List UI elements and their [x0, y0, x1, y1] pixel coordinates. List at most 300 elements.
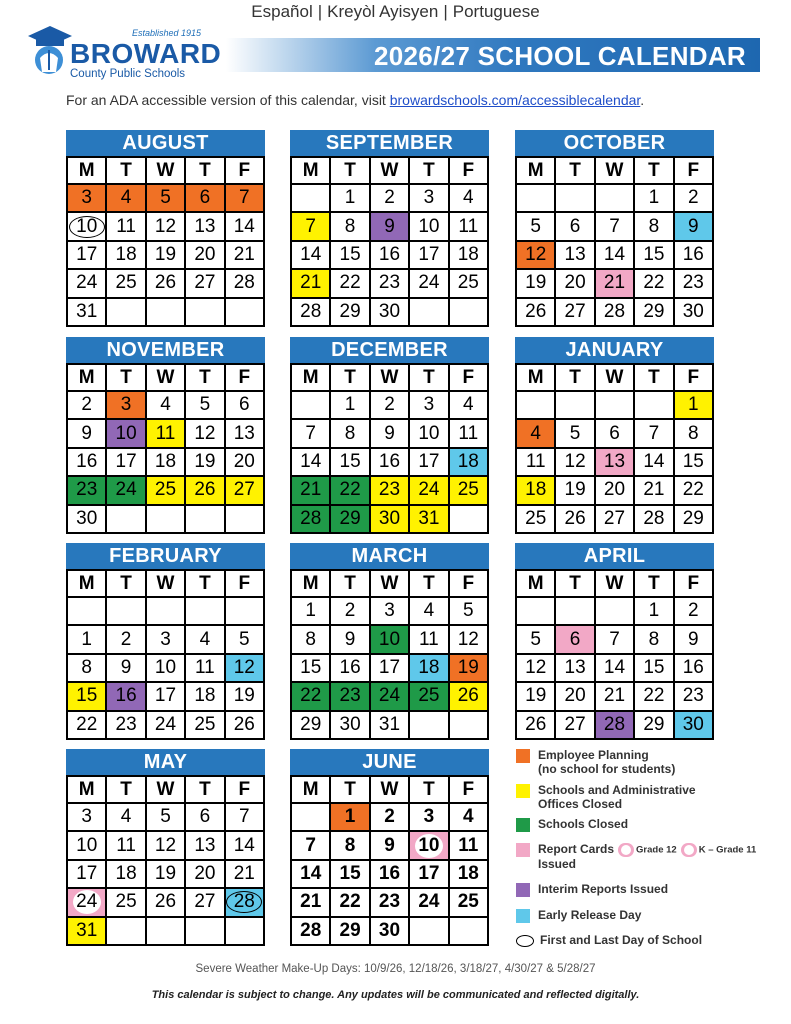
month-title: AUGUST	[66, 130, 265, 156]
day-cell	[292, 832, 331, 860]
day-cell	[371, 626, 410, 654]
day-number: 8	[344, 834, 356, 856]
day-cell	[147, 832, 186, 860]
day-number: 27	[233, 479, 255, 501]
day-number: 4	[463, 806, 474, 828]
weekday-header: T	[186, 571, 225, 598]
weekday-header: W	[596, 365, 635, 392]
day-cell	[147, 655, 186, 683]
day-number: 6	[569, 215, 581, 237]
weekday-header: F	[675, 571, 714, 598]
day-number: 4	[199, 628, 211, 650]
month-august	[66, 130, 265, 327]
weekday-header: T	[635, 571, 674, 598]
weekday-header: M	[292, 365, 331, 392]
empty-cell	[107, 506, 146, 534]
day-number: 30	[378, 300, 401, 322]
day-number: 24	[76, 891, 98, 913]
ada-notice	[66, 92, 644, 108]
day-number: 19	[154, 862, 177, 884]
legend-first-last-day	[516, 933, 702, 947]
day-cell	[410, 683, 449, 711]
day-cell	[147, 889, 186, 917]
day-number: 7	[239, 187, 250, 209]
day-cell	[292, 598, 331, 626]
day-cell	[331, 213, 370, 241]
day-cell	[226, 683, 265, 711]
logo-subtitle: County Public Schools	[70, 68, 186, 80]
day-cell	[517, 626, 556, 654]
day-number: 9	[688, 215, 699, 237]
day-cell	[675, 683, 714, 711]
day-cell	[371, 506, 410, 534]
day-cell	[450, 242, 489, 270]
day-cell	[675, 655, 714, 683]
weekday-header: T	[331, 365, 370, 392]
day-number: 7	[305, 422, 316, 444]
empty-cell	[596, 392, 635, 420]
ada-text: For an ADA accessible version of this calendar, visit	[66, 92, 390, 108]
day-number: 9	[384, 834, 395, 856]
day-cell	[331, 598, 370, 626]
day-cell	[556, 506, 595, 534]
day-number: 10	[154, 656, 177, 678]
day-number: 12	[525, 243, 547, 265]
day-number: 4	[463, 187, 474, 209]
weekday-header: W	[371, 365, 410, 392]
day-cell	[371, 477, 410, 505]
day-cell	[556, 420, 595, 448]
day-number: 22	[643, 272, 665, 294]
weekday-header: F	[450, 365, 489, 392]
day-number: 13	[603, 450, 626, 472]
day-cell	[410, 420, 449, 448]
day-number: 2	[384, 806, 395, 828]
day-cell	[371, 242, 410, 270]
day-cell	[107, 449, 146, 477]
day-cell	[410, 449, 449, 477]
day-cell	[450, 683, 489, 711]
day-cell	[331, 270, 370, 298]
empty-cell	[292, 804, 331, 832]
day-number: 11	[116, 834, 136, 856]
day-number: 7	[305, 834, 316, 856]
day-number: 29	[643, 713, 665, 735]
day-cell	[556, 477, 595, 505]
day-number: 16	[115, 685, 137, 707]
day-number: 20	[564, 685, 586, 707]
day-number: 5	[463, 600, 474, 622]
day-number: 31	[76, 919, 98, 941]
day-cell	[675, 185, 714, 213]
day-cell	[371, 804, 410, 832]
day-cell	[410, 804, 449, 832]
day-number: 30	[682, 713, 704, 735]
day-cell	[147, 626, 186, 654]
day-number: 11	[155, 422, 176, 444]
day-cell	[226, 270, 265, 298]
day-cell	[331, 185, 370, 213]
day-cell	[292, 918, 331, 946]
day-cell	[331, 683, 370, 711]
day-number: 29	[682, 507, 704, 529]
day-number: 24	[154, 713, 177, 735]
day-cell	[107, 420, 146, 448]
day-number: 12	[564, 450, 586, 472]
weekday-header: M	[292, 777, 331, 804]
day-cell	[675, 213, 714, 241]
day-cell	[226, 712, 265, 740]
day-number: 4	[530, 422, 541, 444]
day-number: 29	[339, 919, 361, 941]
empty-cell	[147, 598, 186, 626]
day-number: 21	[300, 479, 322, 501]
day-number: 6	[199, 806, 211, 828]
day-number: 25	[154, 479, 177, 501]
day-number: 27	[194, 891, 216, 913]
day-cell	[186, 889, 225, 917]
day-cell	[410, 242, 449, 270]
day-cell	[556, 242, 595, 270]
month-grid	[66, 569, 265, 740]
day-cell	[371, 712, 410, 740]
weekday-header: F	[226, 571, 265, 598]
day-number: 10	[418, 834, 440, 856]
day-number: 17	[418, 862, 440, 884]
day-number: 10	[418, 422, 440, 444]
day-number: 26	[457, 685, 479, 707]
day-cell	[556, 213, 595, 241]
weekday-header: T	[186, 365, 225, 392]
day-cell	[331, 299, 370, 327]
day-number: 3	[81, 806, 92, 828]
day-number: 11	[116, 215, 136, 237]
day-cell	[331, 804, 370, 832]
weekday-header: M	[517, 158, 556, 185]
title-banner	[226, 38, 760, 72]
day-number: 10	[418, 215, 440, 237]
day-cell	[68, 889, 107, 917]
day-number: 19	[457, 656, 479, 678]
day-number: 16	[76, 450, 98, 472]
day-cell	[517, 420, 556, 448]
day-number: 10	[378, 628, 401, 650]
day-cell	[596, 477, 635, 505]
day-cell	[635, 626, 674, 654]
month-title: MAY	[66, 749, 265, 775]
day-number: 25	[525, 507, 547, 529]
day-number: 5	[569, 422, 581, 444]
day-number: 27	[194, 272, 216, 294]
day-cell	[517, 477, 556, 505]
day-cell	[68, 185, 107, 213]
day-cell	[596, 299, 635, 327]
day-number: 4	[423, 600, 435, 622]
day-cell	[635, 213, 674, 241]
cyan-swatch	[516, 909, 530, 923]
day-number: 7	[305, 215, 316, 237]
day-number: 25	[457, 891, 479, 913]
day-cell	[68, 918, 107, 946]
legend-schools-admin-closed	[516, 783, 696, 811]
day-cell	[371, 449, 410, 477]
day-number: 15	[339, 862, 361, 884]
day-cell	[450, 861, 489, 889]
logo-established: Established 1915	[132, 28, 202, 38]
day-cell	[292, 449, 331, 477]
weekday-header: F	[450, 571, 489, 598]
day-number: 17	[378, 656, 401, 678]
day-cell	[675, 506, 714, 534]
day-number: 20	[194, 243, 216, 265]
day-number: 12	[154, 834, 177, 856]
weekday-header: F	[226, 365, 265, 392]
lang-portuguese-link[interactable]: Portuguese	[452, 2, 540, 21]
day-number: 10	[76, 834, 98, 856]
day-number: 28	[603, 300, 626, 322]
day-cell	[517, 449, 556, 477]
day-cell	[410, 506, 449, 534]
month-november	[66, 337, 265, 534]
graduation-cap-icon	[26, 24, 72, 80]
day-cell	[68, 683, 107, 711]
month-grid	[290, 775, 489, 946]
weekday-header: F	[675, 365, 714, 392]
day-number: 30	[682, 300, 704, 322]
day-cell	[226, 832, 265, 860]
day-number: 6	[609, 422, 620, 444]
day-cell	[675, 242, 714, 270]
weekday-header: T	[331, 777, 370, 804]
day-number: 15	[682, 450, 704, 472]
day-cell	[68, 832, 107, 860]
day-cell	[186, 655, 225, 683]
day-number: 25	[418, 685, 440, 707]
day-number: 14	[643, 450, 665, 472]
day-cell	[186, 270, 225, 298]
day-number: 22	[682, 479, 704, 501]
month-title: NOVEMBER	[66, 337, 265, 363]
day-cell	[226, 185, 265, 213]
day-number: 2	[384, 187, 395, 209]
empty-cell	[186, 598, 225, 626]
day-number: 8	[648, 628, 660, 650]
day-cell	[147, 242, 186, 270]
day-number: 9	[688, 628, 699, 650]
day-number: 25	[115, 891, 137, 913]
day-number: 17	[115, 450, 137, 472]
empty-cell	[186, 918, 225, 946]
weekday-header: W	[147, 777, 186, 804]
day-number: 14	[300, 243, 322, 265]
day-number: 24	[76, 272, 98, 294]
day-number: 21	[603, 685, 626, 707]
day-cell	[107, 626, 146, 654]
weekday-header: W	[371, 777, 410, 804]
month-june	[290, 749, 489, 946]
day-cell	[410, 626, 449, 654]
day-cell	[450, 655, 489, 683]
day-number: 12	[525, 656, 547, 678]
weekday-header: T	[410, 571, 449, 598]
day-number: 15	[300, 656, 322, 678]
day-number: 30	[378, 507, 401, 529]
month-title: SEPTEMBER	[290, 130, 489, 156]
day-cell	[331, 626, 370, 654]
day-number: 31	[418, 507, 440, 529]
day-cell	[292, 299, 331, 327]
empty-cell	[107, 299, 146, 327]
empty-cell	[68, 598, 107, 626]
empty-cell	[635, 392, 674, 420]
day-cell	[410, 213, 449, 241]
day-cell	[292, 655, 331, 683]
legend-label: Schools and Administrative	[538, 783, 696, 797]
day-cell	[675, 626, 714, 654]
lang-spanish-link[interactable]: Español	[251, 2, 313, 21]
weekday-header: T	[410, 365, 449, 392]
day-number: 13	[194, 834, 216, 856]
day-cell	[226, 477, 265, 505]
legend-label: Grade 12	[636, 844, 677, 856]
day-number: 23	[682, 272, 704, 294]
day-cell	[635, 420, 674, 448]
month-grid	[515, 569, 714, 740]
day-cell	[410, 185, 449, 213]
day-number: 3	[423, 187, 435, 209]
day-cell	[556, 683, 595, 711]
empty-cell	[517, 392, 556, 420]
empty-cell	[450, 506, 489, 534]
day-cell	[292, 477, 331, 505]
empty-cell	[450, 712, 489, 740]
day-number: 10	[76, 215, 98, 237]
day-cell	[675, 712, 714, 740]
month-title: FEBRUARY	[66, 543, 265, 569]
empty-cell	[226, 299, 265, 327]
day-cell	[68, 804, 107, 832]
day-number: 4	[120, 806, 132, 828]
day-cell	[331, 889, 370, 917]
day-cell	[68, 270, 107, 298]
legend-report-cards	[516, 842, 756, 871]
day-cell	[68, 213, 107, 241]
day-cell	[292, 861, 331, 889]
day-cell	[147, 477, 186, 505]
weekday-header: T	[556, 158, 595, 185]
empty-cell	[517, 598, 556, 626]
weekday-header: W	[147, 571, 186, 598]
day-cell	[410, 861, 449, 889]
empty-cell	[596, 185, 635, 213]
day-number: 1	[81, 628, 92, 650]
ada-link[interactable]: browardschools.com/accessiblecalendar	[389, 92, 641, 108]
day-cell	[675, 598, 714, 626]
day-number: 29	[300, 713, 322, 735]
day-cell	[556, 299, 595, 327]
day-cell	[331, 712, 370, 740]
legend-label: Interim Reports Issued	[538, 882, 669, 896]
day-cell	[675, 270, 714, 298]
legend-interim-reports	[516, 882, 668, 897]
day-number: 9	[384, 215, 395, 237]
day-number: 16	[378, 243, 401, 265]
weekday-header: T	[107, 777, 146, 804]
month-grid	[515, 156, 714, 327]
day-number: 26	[154, 891, 177, 913]
day-number: 15	[339, 243, 361, 265]
day-number: 22	[643, 685, 665, 707]
day-cell	[68, 861, 107, 889]
weekday-header: W	[371, 158, 410, 185]
day-cell	[331, 918, 370, 946]
day-cell	[371, 832, 410, 860]
day-number: 21	[300, 272, 322, 294]
day-cell	[331, 420, 370, 448]
day-cell	[68, 420, 107, 448]
empty-cell	[410, 918, 449, 946]
day-number: 23	[339, 685, 361, 707]
weekday-header: W	[596, 571, 635, 598]
day-cell	[186, 449, 225, 477]
day-number: 24	[418, 479, 440, 501]
month-grid	[290, 363, 489, 534]
day-cell	[596, 449, 635, 477]
weekday-header: T	[186, 777, 225, 804]
day-number: 14	[233, 834, 255, 856]
day-cell	[186, 712, 225, 740]
day-cell	[107, 477, 146, 505]
day-number: 21	[233, 243, 255, 265]
day-number: 3	[81, 187, 92, 209]
day-number: 14	[300, 862, 322, 884]
day-cell	[68, 392, 107, 420]
day-number: 8	[648, 215, 660, 237]
pink-dot-icon	[681, 843, 697, 857]
day-number: 23	[76, 479, 98, 501]
day-number: 31	[378, 713, 401, 735]
day-number: 13	[564, 243, 586, 265]
day-number: 7	[239, 806, 250, 828]
empty-cell	[226, 506, 265, 534]
day-cell	[186, 861, 225, 889]
day-cell	[107, 213, 146, 241]
day-cell	[147, 185, 186, 213]
day-number: 28	[233, 891, 255, 913]
day-cell	[226, 392, 265, 420]
day-cell	[517, 299, 556, 327]
day-cell	[596, 420, 635, 448]
day-cell	[517, 712, 556, 740]
logo-name: BROWARD	[70, 38, 222, 69]
day-cell	[410, 392, 449, 420]
weekday-header: W	[596, 158, 635, 185]
day-number: 24	[418, 891, 440, 913]
lang-creole-link[interactable]: Kreyòl Ayisyen	[327, 2, 439, 21]
yellow-swatch	[516, 784, 530, 798]
day-number: 30	[76, 507, 98, 529]
empty-cell	[226, 918, 265, 946]
day-number: 11	[419, 628, 439, 650]
day-cell	[371, 420, 410, 448]
day-cell	[147, 270, 186, 298]
day-cell	[107, 683, 146, 711]
day-number: 3	[423, 394, 435, 416]
day-number: 6	[569, 628, 581, 650]
day-cell	[450, 392, 489, 420]
weekday-header: T	[635, 365, 674, 392]
weekday-header: T	[331, 571, 370, 598]
